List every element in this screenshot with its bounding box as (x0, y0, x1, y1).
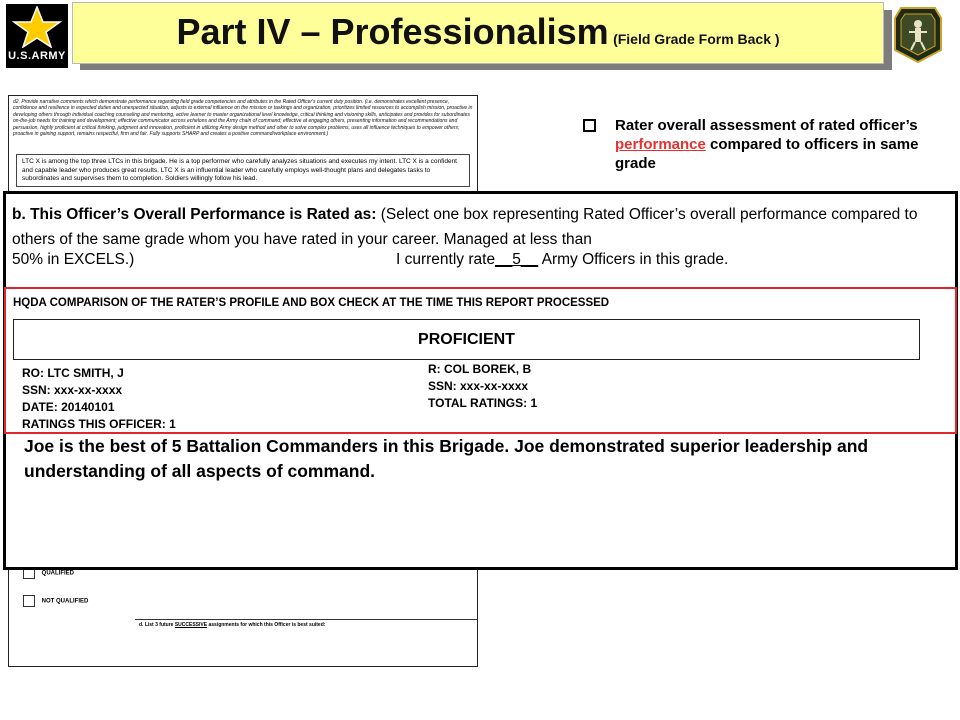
d3-prefix: d. List 3 future (139, 622, 175, 628)
rater-narrative: Joe is the best of 5 Battalion Commanders in this Brigade. Joe demonstrated superior leadership and understanding of all aspects of command. (24, 436, 869, 481)
d3-suffix: assignments for which this Officer is best suited: (207, 622, 326, 628)
army-logo (6, 4, 68, 68)
square-bullet-icon (583, 119, 596, 132)
rating-overlay-panel (3, 191, 958, 570)
count-value: __5__ (495, 251, 539, 268)
ro-info (22, 365, 176, 433)
excels-rule: 50% in EXCELS.) (12, 251, 135, 268)
rating-instruction (12, 202, 947, 252)
title-banner (72, 2, 884, 64)
not-qualified-option (23, 595, 88, 607)
qualified-label: QUALIFIED (41, 570, 75, 577)
rating-result-box (13, 319, 920, 360)
hrc-seal-icon (893, 4, 943, 64)
form-divider (135, 619, 477, 620)
ro-ssn: SSN: xxx-xx-xxxx (22, 383, 123, 397)
army-wordmark: U.S.ARMY (8, 50, 66, 62)
ro-ratings: RATINGS THIS OFFICER: 1 (22, 417, 176, 431)
rater-assessment-bullet (583, 116, 943, 173)
form-instructions: d2. Provide narrative comments which demonstrate performance regarding field grade competencies and attributes in the Rated Officer's current duty position. (i.e. demonstrates excellent presence, confidence and resilience in expected duties and unexpected situation, adjusts to external influence on the mission or taskings and organization, prioritizes limited resources to accomplish mission, proactive in developing others through individual coaching counseling and mentoring, active learner to master organizational level knowledge, critical thinking and visioning skills, anticipates and provides for subordinates on-the-job needs for training and development; effective communicator across echelons and the Army chain of command; effective at engaging others, presenting information and recommendations and persuasion, highly proficient at critical thinking, judgment and innovation, proficient in utilizing Army design method and other to solve complex problems, uses all influence techniques to empower others; proactive in gaining support, remains respectful, firm and fair. Fully supports SHARP and creates a positive command/workplace environment.) (13, 99, 473, 138)
bullet-highlight: performance (615, 136, 706, 153)
count-prefix: I currently rate (396, 251, 496, 268)
form-narrative-box: LTC X is among the top three LTCs in this brigade. He is a top performer who carefully analyzes situations and executes my intent. LTC X is a confident and capable leader who produces great results. LTC X is an influential leader who carefully employs well-thought plans and delegates tasks to subordinates and supervises them to completion. Soldiers willingly follow his lead. (16, 154, 470, 187)
rating-instruction-text: (Select one box representing Rated Officer’s overall performance compared to others of the same grade whom you have rated in your career. Managed at less than (12, 206, 918, 248)
page-title: Part IV – Professionalism (176, 11, 609, 52)
hqda-title: HQDA COMPARISON OF THE RATER’S PROFILE AND BOX CHECK AT THE TIME THIS REPORT PROCESSED (13, 297, 610, 309)
rating-lead: b. This Officer’s Overall Performance is Rated as: (12, 206, 377, 223)
ro-date: DATE: 20140101 (22, 400, 115, 414)
bullet-prefix: Rater overall assessment of rated officer’s (615, 117, 918, 134)
rating-result: PROFICIENT (418, 331, 515, 348)
successive-assignments-label (139, 622, 325, 628)
r-name: R: COL BOREK, B (428, 362, 532, 376)
not-qualified-label: NOT QUALIFIED (41, 598, 89, 605)
page-subtitle: (Field Grade Form Back ) (613, 31, 780, 47)
not-qualified-checkbox[interactable] (23, 595, 35, 607)
r-ssn: SSN: xxx-xx-xxxx (428, 379, 529, 393)
r-total: TOTAL RATINGS: 1 (428, 396, 538, 410)
d3-emphasis: SUCCESSIVE (174, 622, 208, 628)
count-suffix: Army Officers in this grade. (538, 251, 729, 268)
hqda-comparison-box (4, 287, 957, 434)
r-info (428, 361, 537, 412)
bullet-suffix: compared to officers in same grade (615, 136, 919, 172)
army-star-icon (12, 6, 62, 48)
ro-name: RO: LTC SMITH, J (22, 366, 124, 380)
officer-count (396, 251, 728, 269)
